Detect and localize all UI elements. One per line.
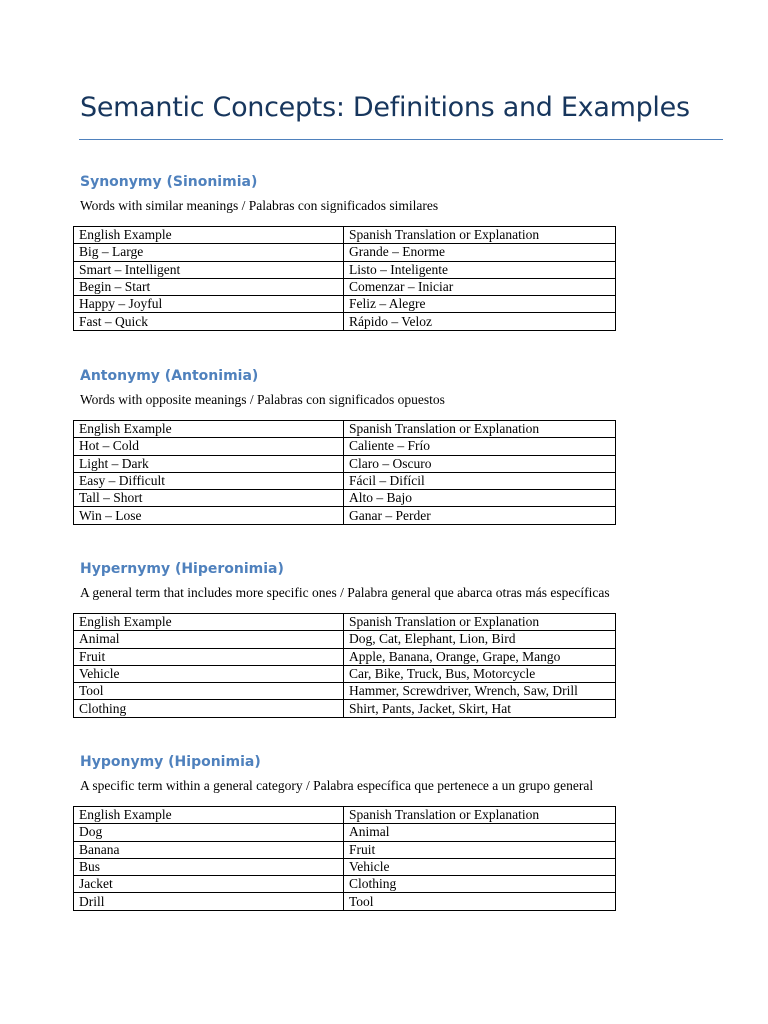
table-row [74, 631, 616, 648]
section-heading: Hyponymy (Hiponimia) [80, 754, 261, 770]
table-cell: Drill [74, 893, 344, 910]
table-row [74, 683, 616, 700]
table-row [74, 278, 616, 295]
section-hyponymy [79, 752, 680, 909]
table-row [74, 841, 616, 858]
table-cell: Animal [344, 824, 616, 841]
section-definition: A specific term within a general category / Palabra específica que pertenece a un grupo general [80, 778, 594, 793]
table-cell: Clothing [344, 876, 616, 893]
table-cell: Happy – Joyful [74, 296, 344, 313]
title-divider [79, 139, 723, 140]
table-cell: Vehicle [344, 858, 616, 875]
section-synonymy [79, 172, 680, 329]
header-cell: English Example [74, 614, 344, 631]
table-cell: Ganar – Perder [344, 507, 616, 524]
table-cell: Vehicle [74, 665, 344, 682]
table-cell: Fruit [344, 841, 616, 858]
table-cell: Tool [74, 683, 344, 700]
table-cell: Hot – Cold [74, 438, 344, 455]
table-row [74, 490, 616, 507]
table-row [74, 438, 616, 455]
table-cell: Fácil – Difícil [344, 472, 616, 489]
page-title: Semantic Concepts: Definitions and Examples [80, 92, 690, 123]
table-row [74, 313, 616, 330]
table-cell: Hammer, Screwdriver, Wrench, Saw, Drill [344, 683, 616, 700]
section-heading: Antonymy (Antonimia) [80, 368, 259, 384]
table-row [74, 824, 616, 841]
section-definition: Words with similar meanings / Palabras con significados similares [80, 198, 439, 213]
table-cell: Alto – Bajo [344, 490, 616, 507]
table-cell: Shirt, Pants, Jacket, Skirt, Hat [344, 700, 616, 717]
table-row [74, 472, 616, 489]
table-row [74, 665, 616, 682]
table-row [74, 876, 616, 893]
table-cell: Begin – Start [74, 278, 344, 295]
antonymy-table [73, 420, 616, 525]
section-antonymy [79, 366, 680, 523]
section-definition: Words with opposite meanings / Palabras con significados opuestos [80, 392, 445, 407]
table-header-row [74, 614, 616, 631]
table-cell: Fruit [74, 648, 344, 665]
table-cell: Tool [344, 893, 616, 910]
table-cell: Tall – Short [74, 490, 344, 507]
table-cell: Big – Large [74, 244, 344, 261]
table-cell: Car, Bike, Truck, Bus, Motorcycle [344, 665, 616, 682]
table-cell: Apple, Banana, Orange, Grape, Mango [344, 648, 616, 665]
table-cell: Jacket [74, 876, 344, 893]
header-cell: Spanish Translation or Explanation [344, 807, 616, 824]
header-cell: Spanish Translation or Explanation [344, 614, 616, 631]
table-cell: Feliz – Alegre [344, 296, 616, 313]
table-header-row [74, 227, 616, 244]
table-cell: Win – Lose [74, 507, 344, 524]
header-cell: English Example [74, 421, 344, 438]
table-cell: Bus [74, 858, 344, 875]
table-cell: Animal [74, 631, 344, 648]
table-row [74, 455, 616, 472]
table-header-row [74, 807, 616, 824]
table-row [74, 700, 616, 717]
synonymy-table [73, 226, 616, 331]
table-cell: Caliente – Frío [344, 438, 616, 455]
table-row [74, 893, 616, 910]
header-cell: English Example [74, 807, 344, 824]
table-cell: Fast – Quick [74, 313, 344, 330]
section-heading: Synonymy (Sinonimia) [80, 174, 258, 190]
section-hypernymy [79, 559, 680, 716]
table-row [74, 244, 616, 261]
table-cell: Banana [74, 841, 344, 858]
table-cell: Dog, Cat, Elephant, Lion, Bird [344, 631, 616, 648]
table-cell: Comenzar – Iniciar [344, 278, 616, 295]
section-heading: Hypernymy (Hiperonimia) [80, 561, 284, 577]
header-cell: English Example [74, 227, 344, 244]
table-row [74, 648, 616, 665]
table-cell: Light – Dark [74, 455, 344, 472]
hyponymy-table [73, 806, 616, 911]
section-definition: A general term that includes more specific ones / Palabra general que abarca otras más específicas [80, 585, 610, 600]
table-row [74, 858, 616, 875]
table-cell: Smart – Intelligent [74, 261, 344, 278]
table-header-row [74, 421, 616, 438]
table-cell: Claro – Oscuro [344, 455, 616, 472]
table-cell: Listo – Inteligente [344, 261, 616, 278]
table-cell: Grande – Enorme [344, 244, 616, 261]
table-row [74, 507, 616, 524]
header-cell: Spanish Translation or Explanation [344, 421, 616, 438]
hypernymy-table [73, 613, 616, 718]
table-cell: Dog [74, 824, 344, 841]
table-row [74, 261, 616, 278]
header-cell: Spanish Translation or Explanation [344, 227, 616, 244]
table-cell: Rápido – Veloz [344, 313, 616, 330]
table-row [74, 296, 616, 313]
table-cell: Easy – Difficult [74, 472, 344, 489]
table-cell: Clothing [74, 700, 344, 717]
